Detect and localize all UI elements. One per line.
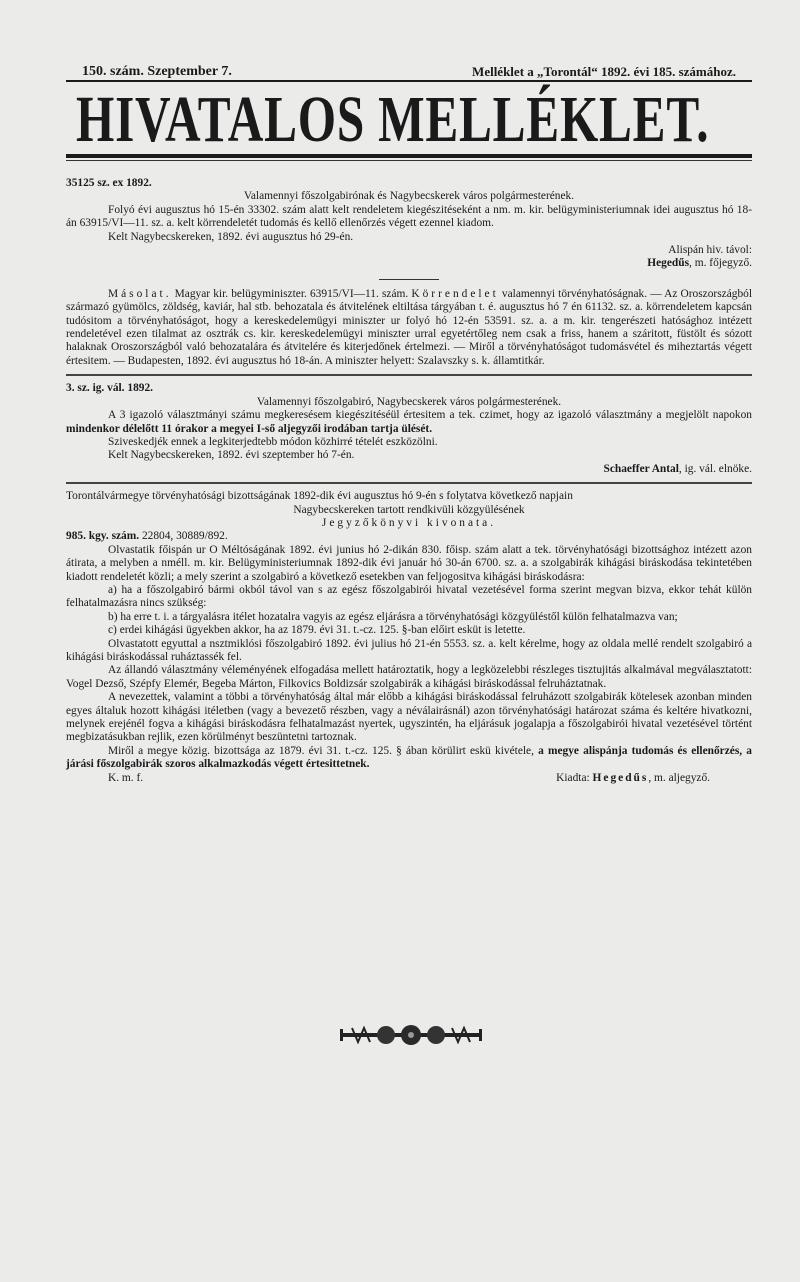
text-run: Alispán hiv. távol: [668,244,752,257]
short-divider [379,279,439,280]
paragraph [66,449,752,462]
notice-igazolo [66,382,752,476]
text-run: Kelt Nagybecskereken, 1892. évi augusztus hó 29-én. [108,230,354,243]
text-run: b) ha erre t. i. a tárgyalásra itélet hozatalra vagyis az egész eljárásra a törvényhatósági közgyüléstől külön felhatalmazva van; [108,610,678,623]
paragraph [66,257,752,270]
bold-text: Schaeffer Antal [603,462,679,475]
text-run: Sziveskedjék ennek a legkiterjedtebb módon közhirré tételét eszközölni. [108,435,438,448]
text-run: Körrendelet [411,287,499,300]
issued-by-label: Kiadta: [556,771,593,784]
text-run: Másolat. [108,287,172,300]
paragraph [66,530,752,543]
paragraph [66,504,752,517]
masthead-line [66,64,752,80]
paragraph [66,638,752,665]
supplement-note: Melléklet a „Torontál“ 1892. évi 185. számához. [472,64,736,79]
text-run: 3. sz. ig. vál. 1892. [66,382,154,395]
text-run: 35125 sz. ex 1892. [66,177,152,189]
paragraph [66,745,752,772]
bold-text: mindenkor délelőtt 11 órakor a megyei I-ső aljegyzői irodában tartja ülését. [66,422,433,435]
text-run: A nevezettek, valamint a többi a törvényhatóság által már előbb a kihágási biráskodással felruházott szolgabirák kötelesek azonban minden egyes általuk hozott kihágási itéletben (vagy a bevezető részben, vagy a néválairásnál) azon törvényhatósági határozat száma és keltére hivatkozni, melynek erejénél fogva a kihágási biráskodásra felhatalmazást nyertek, ugyszintén, ha eljárásuk jogalapja a főszolgabirói hivatal vezetésével történt megbizatásukban rejlik, ezen körülményt beszüntetni tartoznak. [66,691,752,744]
text-run: valamennyi törvényhatóságnak. — Az Oroszországból származó gyümölcs, zöldség, kaviár, hal stb. behozatala és átvitelének eltiltása tárgyában t. é. augusztus hó 7 én 61132. sz. a. körrendeletem kapcsán tudósitom a törvényhatóságot, hogy a kereskedelemügyi miniszter ur folyó hó 12-én 53591. sz. a. a m. kir. tengerészeti hatósághoz intézett rendeletével ezen tilalmat az osztrák cs. kir. kereskedelemügyi miniszter urral egyetértőleg nem csak a friss, hanem a száritott, füstölt és sózott halaknak Oroszországból való behozatalára és átvitelére és kiterjedőnek értelmezi. — Miről a törvényhatóságot tudomásvétel és miheztartás végett értesitem. — Budapesten, 1892. évi augusztus hó 18-án. A miniszter helyett: Szalavszky s. k. államtitkár. [66,287,752,367]
section-divider [66,374,752,376]
text-run: Olvastatott egyuttal a nsztmiklósi főszolgabiró 1892. évi julius hó 21-én 5553. sz. a. kelt kérelme, hogy az oldala mellé rendelt szolgabiró a kihágási biráskodással ruháztassék fel. [66,637,752,663]
issued-by-title: , m. aljegyző. [648,771,710,784]
document-page [66,64,752,785]
text-run: Folyó évi augusztus hó 15-én 33302. szám alatt kelt rendeletem kiegészitéseként a nm. m. kir. belügyministeriumnak idei augusztus hó 18-án 63915/VI—11. sz. a. kelt körrendeletét tudomás és kellő ellenőrzés végett ezennel kiadom. [66,203,752,230]
text-run: Valamennyi főszolgabiró, Nagybecskerek város polgármesterének. [256,395,562,408]
header-rule [66,80,752,82]
issued-by-name: Hegedűs [592,771,649,784]
text-run: Nagybecskereken tartott rendkivüli közgyülésének [293,503,525,516]
kmf-note: K. m. f. [108,771,144,784]
page-title-wrap [66,82,752,156]
text-run: a) ha a főszolgabiró bármi okból távol van s az egész főszolgabirói hivatal vezetésével forma szerint megvan bizva, ekkor tehát külön felhatalmazásra nincs szükség: [66,583,752,610]
text-run: , ig. vál. elnöke. [678,462,752,475]
notice-minutes-extract [66,490,752,772]
section-divider [66,482,752,484]
paragraph [66,231,752,244]
title-rule-thin [66,160,752,161]
issue-number: 150. szám. Szeptember 7. [82,64,232,79]
notice-circular-copy [66,288,752,368]
text-run: c) erdei kihágási ügyekben akkor, ha az 1879. évi 31. t.-cz. 125. §-ban előirt esküt is letette. [108,624,526,637]
paragraph [66,396,752,409]
paragraph [66,544,752,584]
paragraph [66,584,752,611]
text-run: Valamennyi főszolgabirónak és Nagybecskerek város polgármesterének. [243,190,575,203]
notice-35125 [66,177,752,271]
bold-text: 985. kgy. szám. [66,530,140,543]
paragraph [66,490,752,503]
paragraph [66,204,752,231]
text-run: Az állandó választmány véleményének elfogadása mellett határoztatik, hogy a legközelebbi részleges tisztujitás alkalmával megválasztatott: Vogel Dezső, Szépfy Elemér, Begeba Márton, Filkovics Boldizsár szolgabirák a kihágási biráskodással felruháztatnak. [66,664,752,690]
text-run: Torontálvármegye törvényhatósági bizottságának 1892-dik évi augusztus hó 9-én s folytatva következő napjain [66,490,573,503]
text-run: , m. főjegyző. [689,257,752,270]
minutes-footer [66,772,752,785]
paragraph [66,382,752,395]
paragraph [66,611,752,624]
bold-text: Hegedűs [647,257,690,270]
issued-by [556,772,710,785]
text-run: Olvastatik főispán ur O Méltóságának 1892. évi junius hó 2-dikán 830. főisp. szám alatt a tek. törvényhatósági bizottsághoz intézett azon átirata, a melyben a nméll. m. kir. Belügyministeriumnak 1892-dik évi január hó 30-án 6700. sz. a. a szolgabirák kihágási biráskodása tekintetében kiadott rendeletét közli; a mely szerint a szolgabiró a következő esetekben van feljogositva kihágási biráskodásra: [66,543,752,583]
paragraph [66,190,752,203]
paragraph [66,664,752,691]
page-title: HIVATALOS MELLÉKLET. [76,82,710,156]
paragraph [66,244,752,257]
paragraph [66,517,752,530]
paragraph [66,691,752,745]
text-run: Miről a megye közig. bizottsága az 1879. évi 31. t.-cz. 125. § ában körülirt eskü kivétele, [108,744,539,757]
text-run: Magyar kir. belügyminiszter. 63915/VI—11. szám. [171,287,412,300]
paragraph [66,436,752,449]
paragraph [66,624,752,637]
text-run: A 3 igazoló választmányi számu megkeresésem kiegészitéséül értesitem a tek. czimet, hogy az igazoló választmány a megjelölt napokon [108,409,752,422]
text-run: Jegyzőkönyvi kivonata. [321,516,497,529]
paragraph [66,177,752,190]
text-run: 22804, 30889/892. [139,530,228,543]
paragraph [66,463,752,476]
paragraph [66,409,752,436]
text-run: Kelt Nagybecskereken, 1892. évi szeptember hó 7-én. [108,449,355,462]
bold-text: a megye alispánja tudomás és ellenőrzés, a járási főszolgabirák szoros alkalmazkodás végett értesittetnek. [66,744,752,771]
paragraph [66,288,752,368]
decorative-ornament-icon [340,1024,482,1046]
